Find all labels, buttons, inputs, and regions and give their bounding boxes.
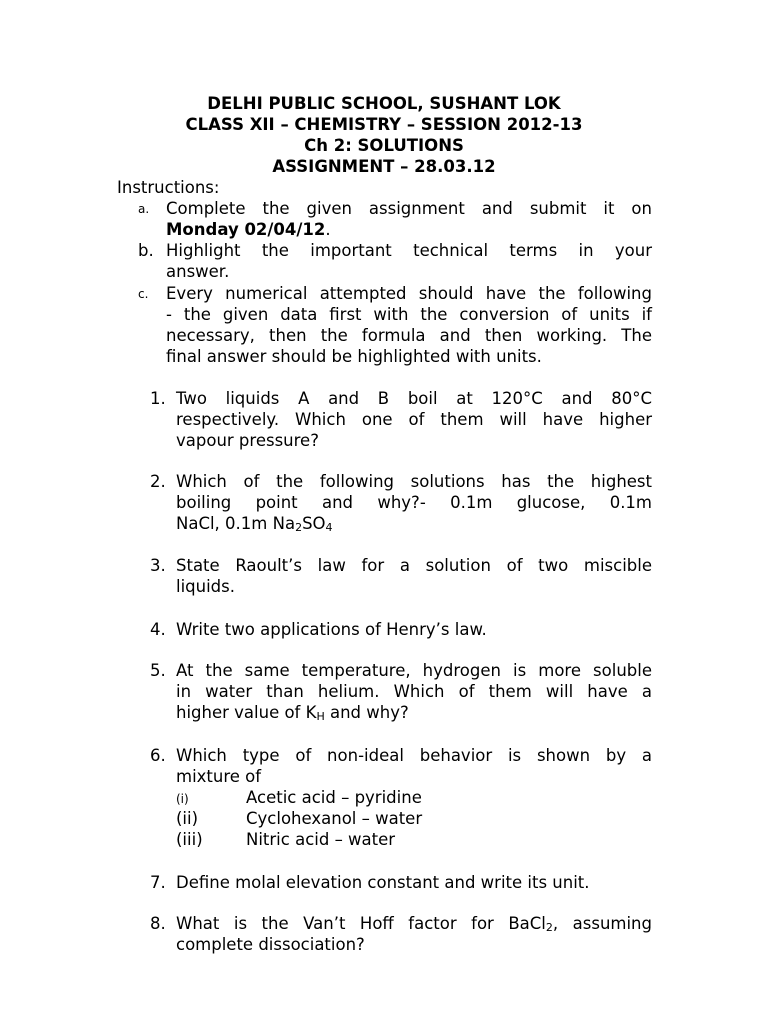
- class-session: CLASS XII – CHEMISTRY – SESSION 2012-13: [185, 115, 583, 134]
- question-text: vapour pressure?: [176, 431, 319, 450]
- question-text-part: boiling point: [176, 493, 298, 512]
- question-number: 6.: [150, 746, 166, 765]
- formula-part: SO: [302, 514, 326, 533]
- question-text-part: and why?- 0.1m glucose, 0.1m: [321, 493, 653, 512]
- subscript: 2: [545, 921, 553, 934]
- question-text-part: and why?: [324, 703, 409, 722]
- instruction-text: final answer should be highlighted with units.: [166, 347, 542, 366]
- instruction-text: necessary, then the formula and then working. The: [166, 326, 652, 345]
- question-6: [150, 745, 652, 787]
- instruction-text: - the given data first with the conversion of units if: [166, 305, 652, 324]
- sub-item-marker: (iii): [176, 830, 203, 849]
- instruction-marker: b.: [138, 241, 154, 260]
- sub-item: [176, 829, 395, 850]
- question-number: 3.: [150, 556, 166, 575]
- question-7: [150, 872, 652, 893]
- sub-item: [176, 787, 422, 810]
- subscript: 2: [295, 521, 303, 534]
- sub-item-text: Acetic acid – pyridine: [246, 788, 422, 807]
- question-4: [150, 619, 652, 640]
- instruction-marker: a.: [138, 202, 150, 216]
- question-text: [176, 913, 652, 934]
- question-text: State Raoult’s law for a solution of two miscible: [176, 556, 652, 575]
- question-number: 1.: [150, 389, 166, 408]
- question-number: 5.: [150, 661, 166, 680]
- chapter-title: Ch 2: SOLUTIONS: [304, 136, 464, 155]
- question-number: 4.: [150, 620, 166, 639]
- subscript: 4: [325, 521, 333, 534]
- instruction-text: Complete the given assignment and submit it on: [166, 199, 652, 218]
- question-text: Write two applications of Henry’s law.: [176, 620, 487, 639]
- question-text: At the same temperature, hydrogen is more soluble: [176, 661, 652, 680]
- formula-part: NaCl, 0.1m Na: [176, 514, 296, 533]
- question-text: Which of the following solutions has the highest: [176, 472, 652, 491]
- question-2: [150, 471, 652, 534]
- instruction-text: .: [325, 220, 331, 239]
- question-text-part: What is the Van’t Hoff factor for BaCl: [176, 914, 546, 933]
- instruction-marker: c.: [138, 287, 149, 301]
- school-name: DELHI PUBLIC SCHOOL, SUSHANT LOK: [207, 94, 561, 113]
- instructions-heading: Instructions:: [117, 178, 220, 197]
- question-1: [150, 388, 652, 451]
- question-3: [150, 555, 652, 597]
- instruction-b: [138, 240, 652, 282]
- question-8: [150, 913, 652, 955]
- instruction-a: [138, 198, 652, 240]
- assignment-title: ASSIGNMENT – 28.03.12: [272, 157, 496, 176]
- question-number: 7.: [150, 873, 166, 892]
- sub-item-marker: (ii): [176, 809, 199, 828]
- instruction-text: Highlight the important technical terms in your: [166, 241, 652, 260]
- question-text: Which type of non-ideal behavior is shown by a: [176, 746, 652, 765]
- question-text: respectively. Which one of them will have higher: [176, 410, 652, 429]
- question-text-part: higher value of K: [176, 703, 317, 722]
- question-number: 2.: [150, 472, 166, 491]
- sub-item-text: Cyclohexanol – water: [246, 809, 423, 828]
- question-5: [150, 660, 652, 723]
- question-text: Two liquids A and B boil at 120°C and 80°C: [176, 389, 652, 408]
- question-text-part: , assuming: [552, 914, 652, 933]
- instruction-text: Every numerical attempted should have the following: [166, 284, 652, 303]
- sub-item-text: Nitric acid – water: [246, 830, 396, 849]
- deadline-date: Monday 02/04/12: [166, 220, 326, 239]
- question-text: mixture of: [176, 767, 262, 786]
- question-text: [176, 514, 333, 533]
- sub-item-marker: (i): [176, 792, 189, 806]
- question-text: in water than helium. Which of them will have a: [176, 682, 652, 701]
- document-header: [0, 93, 768, 177]
- instruction-c: [138, 283, 652, 367]
- question-text: complete dissociation?: [176, 935, 365, 954]
- question-text: [176, 492, 652, 513]
- question-text: liquids.: [176, 577, 235, 596]
- question-text: [176, 703, 409, 722]
- question-text: Define molal elevation constant and write its unit.: [176, 873, 590, 892]
- subscript: H: [316, 710, 325, 723]
- instruction-text: answer.: [166, 262, 230, 281]
- sub-item: [176, 808, 422, 829]
- question-number: 8.: [150, 914, 166, 933]
